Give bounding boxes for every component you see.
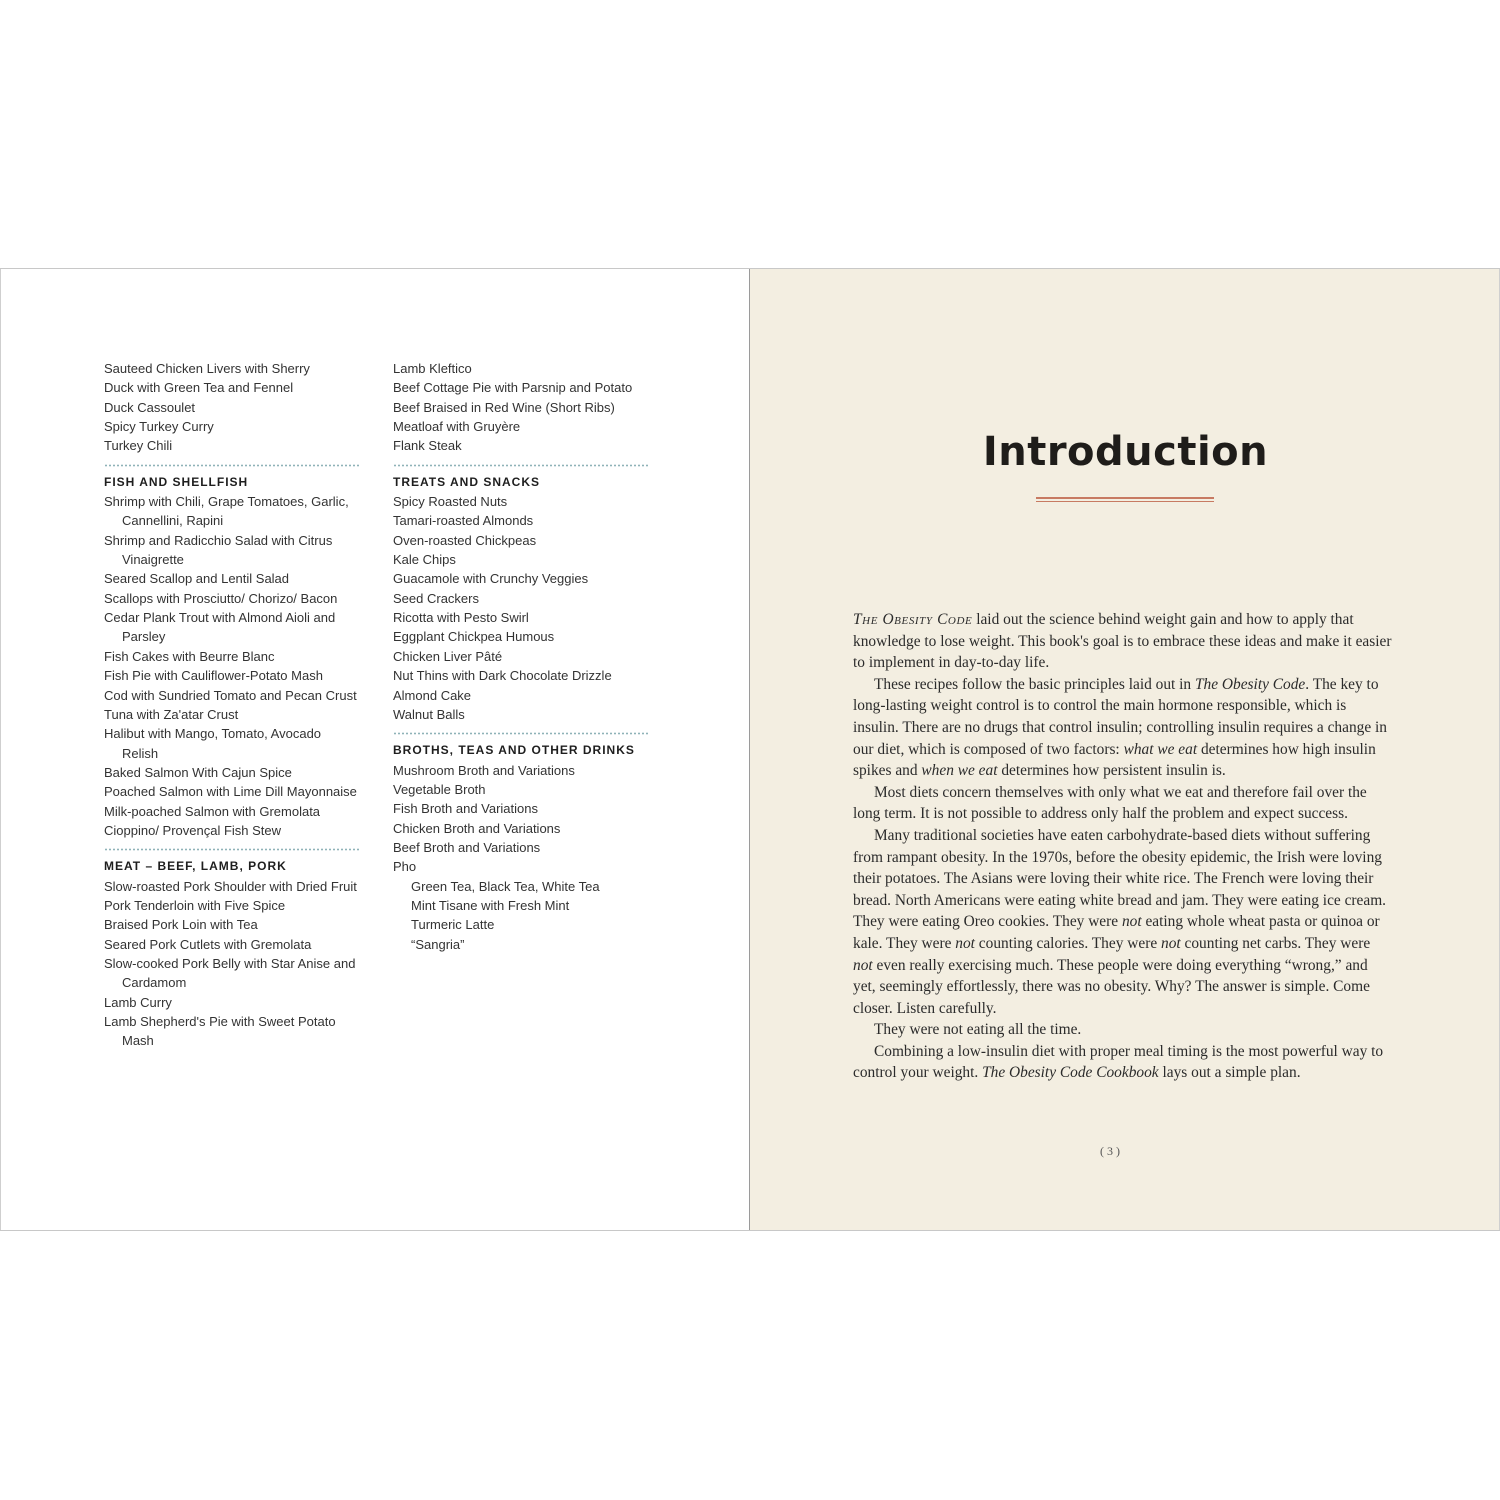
paragraph: They were not eating all the time. <box>874 1021 1082 1039</box>
book-spread <box>0 268 1500 1231</box>
toc-list-broths <box>393 761 649 954</box>
toc-item: Seared Pork Cutlets with Gremolata <box>104 936 312 952</box>
toc-item: Meatloaf with Gruyère <box>393 419 521 435</box>
book-title-smallcaps: The Obesity Code <box>853 611 973 628</box>
chapter-title: Introduction <box>982 429 1269 475</box>
toc-item: Turkey Chili <box>104 438 173 454</box>
toc-item: Chicken Broth and Variations <box>393 820 561 836</box>
toc-subitem: “Sangria” <box>411 936 465 952</box>
section-heading-meat: MEAT – BEEF, LAMB, PORK <box>104 859 287 874</box>
toc-item: Cedar Plank Trout with Almond Aioli and Parsley <box>104 610 336 645</box>
toc-item: Tuna with Za'atar Crust <box>104 706 239 722</box>
toc-item: Fish Broth and Variations <box>393 801 538 817</box>
page-number: ( 3 ) <box>1100 1144 1120 1158</box>
toc-item: Beef Cottage Pie with Parsnip and Potato <box>393 380 633 396</box>
toc-item: Mushroom Broth and Variations <box>393 762 575 778</box>
toc-item: Vegetable Broth <box>393 781 486 797</box>
toc-item: Almond Cake <box>393 687 472 703</box>
toc-item: Ricotta with Pesto Swirl <box>393 610 529 626</box>
toc-item: Beef Braised in Red Wine (Short Ribs) <box>393 399 615 415</box>
toc-item: Milk-poached Salmon with Gremolata <box>104 803 321 819</box>
toc-item: Pork Tenderloin with Five Spice <box>104 897 286 913</box>
toc-item: Pho <box>393 859 417 875</box>
paragraph-text: determines how persistent insulin is. <box>997 762 1226 780</box>
section-divider <box>393 732 649 735</box>
paragraph-text: Combining a low-insulin diet with proper meal timing is the most powerful way to control your weight. <box>853 1042 1384 1082</box>
toc-item: Baked Salmon With Cajun Spice <box>104 764 292 780</box>
toc-item: Eggplant Chickpea Humous <box>393 629 555 645</box>
toc-item: Beef Broth and Variations <box>393 839 541 855</box>
toc-item: Oven-roasted Chickpeas <box>393 532 537 548</box>
toc-list-beef <box>393 359 649 456</box>
toc-item: Scallops with Prosciutto/ Chorizo/ Bacon <box>104 590 338 606</box>
toc-item: Halibut with Mango, Tomato, Avocado Relish <box>104 726 322 761</box>
toc-item: Sauteed Chicken Livers with Sherry <box>104 361 310 376</box>
toc-subitem: Mint Tisane with Fresh Mint <box>411 897 570 913</box>
toc-column-2 <box>393 359 649 954</box>
toc-item: Fish Pie with Cauliflower-Potato Mash <box>104 668 323 684</box>
paragraph <box>853 825 1393 1019</box>
paragraph <box>853 1041 1393 1084</box>
paragraph: Most diets concern themselves with only what we eat and therefore fail over the long term. It is not possible to address only half the problem and expect success. <box>853 783 1367 823</box>
toc-item: Lamb Shepherd's Pie with Sweet Potato Mash <box>104 1014 336 1049</box>
title-underline-ornament <box>1036 497 1214 504</box>
toc-item: Walnut Balls <box>393 706 465 722</box>
section-heading-fish: FISH AND SHELLFISH <box>104 474 249 489</box>
intro-body <box>853 609 1393 1084</box>
section-divider <box>104 464 360 467</box>
right-page <box>749 269 1500 1230</box>
toc-item: Braised Pork Loin with Tea <box>104 917 258 933</box>
paragraph <box>853 609 1393 674</box>
toc-item: Spicy Turkey Curry <box>104 419 214 435</box>
paragraph-text: These recipes follow the basic principles laid out in <box>874 675 1195 693</box>
italic-text: The Obesity Code <box>1194 675 1306 693</box>
toc-item: Fish Cakes with Beurre Blanc <box>104 648 275 664</box>
italic-text: not <box>1121 913 1142 931</box>
paragraph <box>853 674 1393 782</box>
toc-item: Poached Salmon with Lime Dill Mayonnaise <box>104 784 357 800</box>
section-divider <box>393 464 649 467</box>
toc-item: Tamari-roasted Almonds <box>393 513 534 529</box>
italic-text: what we eat <box>1123 740 1198 758</box>
left-page <box>0 269 749 1230</box>
toc-item: Spicy Roasted Nuts <box>393 494 508 510</box>
paragraph-text: . The key to long-lasting weight control is to control the main hormone responsible, which is insulin. There are no drugs that control insulin; controlling insulin requires a change in our diet, which is composed of two factors: <box>853 675 1387 758</box>
toc-column-1 <box>104 359 360 1051</box>
section-divider <box>104 848 360 851</box>
toc-item: Seed Crackers <box>393 590 479 606</box>
toc-subitem: Turmeric Latte <box>411 917 495 933</box>
italic-text: not <box>1161 934 1181 952</box>
italic-text: when we eat <box>921 762 998 780</box>
paragraph-text: laid out the science behind weight gain and how to apply that knowledge to lose weight. This book's goal is to embrace these ideas and make it easier to implement in day-to-day life. <box>853 611 1392 672</box>
italic-text: not <box>853 956 873 974</box>
toc-item: Guacamole with Crunchy Veggies <box>393 571 589 587</box>
paragraph-text: counting calories. They were <box>974 934 1162 952</box>
toc-item: Shrimp and Radicchio Salad with Citrus Vinaigrette <box>104 532 333 568</box>
toc-item: Duck with Green Tea and Fennel <box>104 380 294 396</box>
toc-item: Seared Scallop and Lentil Salad <box>104 571 290 587</box>
paragraph-text: Many traditional societies have eaten carbohydrate-based diets without suffering from rampant obesity. In the 1970s, before the obesity epidemic, the Irish were loving their potatoes. The Asians were loving their white rice. The French were loving their bread. North Americans were eating white bread and jam. They were eating ice cream. They were eating Oreo cookies. They were <box>853 826 1387 931</box>
toc-item: Flank Steak <box>393 438 462 454</box>
toc-item: Shrimp with Chili, Grape Tomatoes, Garlic, Cannellini, Rapini <box>104 494 349 529</box>
toc-item: Lamb Kleftico <box>393 361 472 376</box>
toc-item: Chicken Liver Pâté <box>393 648 503 664</box>
section-heading-treats: TREATS AND SNACKS <box>393 474 541 489</box>
toc-item: Slow-roasted Pork Shoulder with Dried Fruit <box>104 878 357 894</box>
paragraph-text: counting net carbs. They were <box>1180 934 1371 952</box>
toc-item: Duck Cassoulet <box>104 399 196 415</box>
toc-item: Cioppino/ Provençal Fish Stew <box>104 822 282 838</box>
toc-list-fish <box>104 492 360 840</box>
toc-item: Lamb Curry <box>104 994 172 1010</box>
toc-list-treats <box>393 492 649 724</box>
toc-item: Nut Thins with Dark Chocolate Drizzle <box>393 668 612 684</box>
paragraph-text: even really exercising much. These people were doing everything “wrong,” and yet, seemingly effortlessly, there was no obesity. Why? The answer is simple. Come closer. Listen carefully. <box>853 956 1370 1017</box>
italic-text: The Obesity Code Cookbook <box>982 1064 1159 1082</box>
paragraph-text: determines how high insulin spikes and <box>853 740 1376 780</box>
toc-list-meat <box>104 877 360 1051</box>
toc-item: Cod with Sundried Tomato and Pecan Crust <box>104 687 357 703</box>
paragraph-text: eating whole wheat pasta or quinoa or kale. They were <box>853 913 1380 952</box>
toc-item: Kale Chips <box>393 552 456 568</box>
section-heading-broths: BROTHS, TEAS AND OTHER DRINKS <box>393 743 635 758</box>
toc-subitem: Green Tea, Black Tea, White Tea <box>411 878 600 894</box>
toc-list-poultry <box>104 359 360 456</box>
toc-item: Slow-cooked Pork Belly with Star Anise and Cardamom <box>104 955 356 991</box>
italic-text: not <box>955 934 975 952</box>
paragraph-text: lays out a simple plan. <box>1158 1064 1301 1082</box>
